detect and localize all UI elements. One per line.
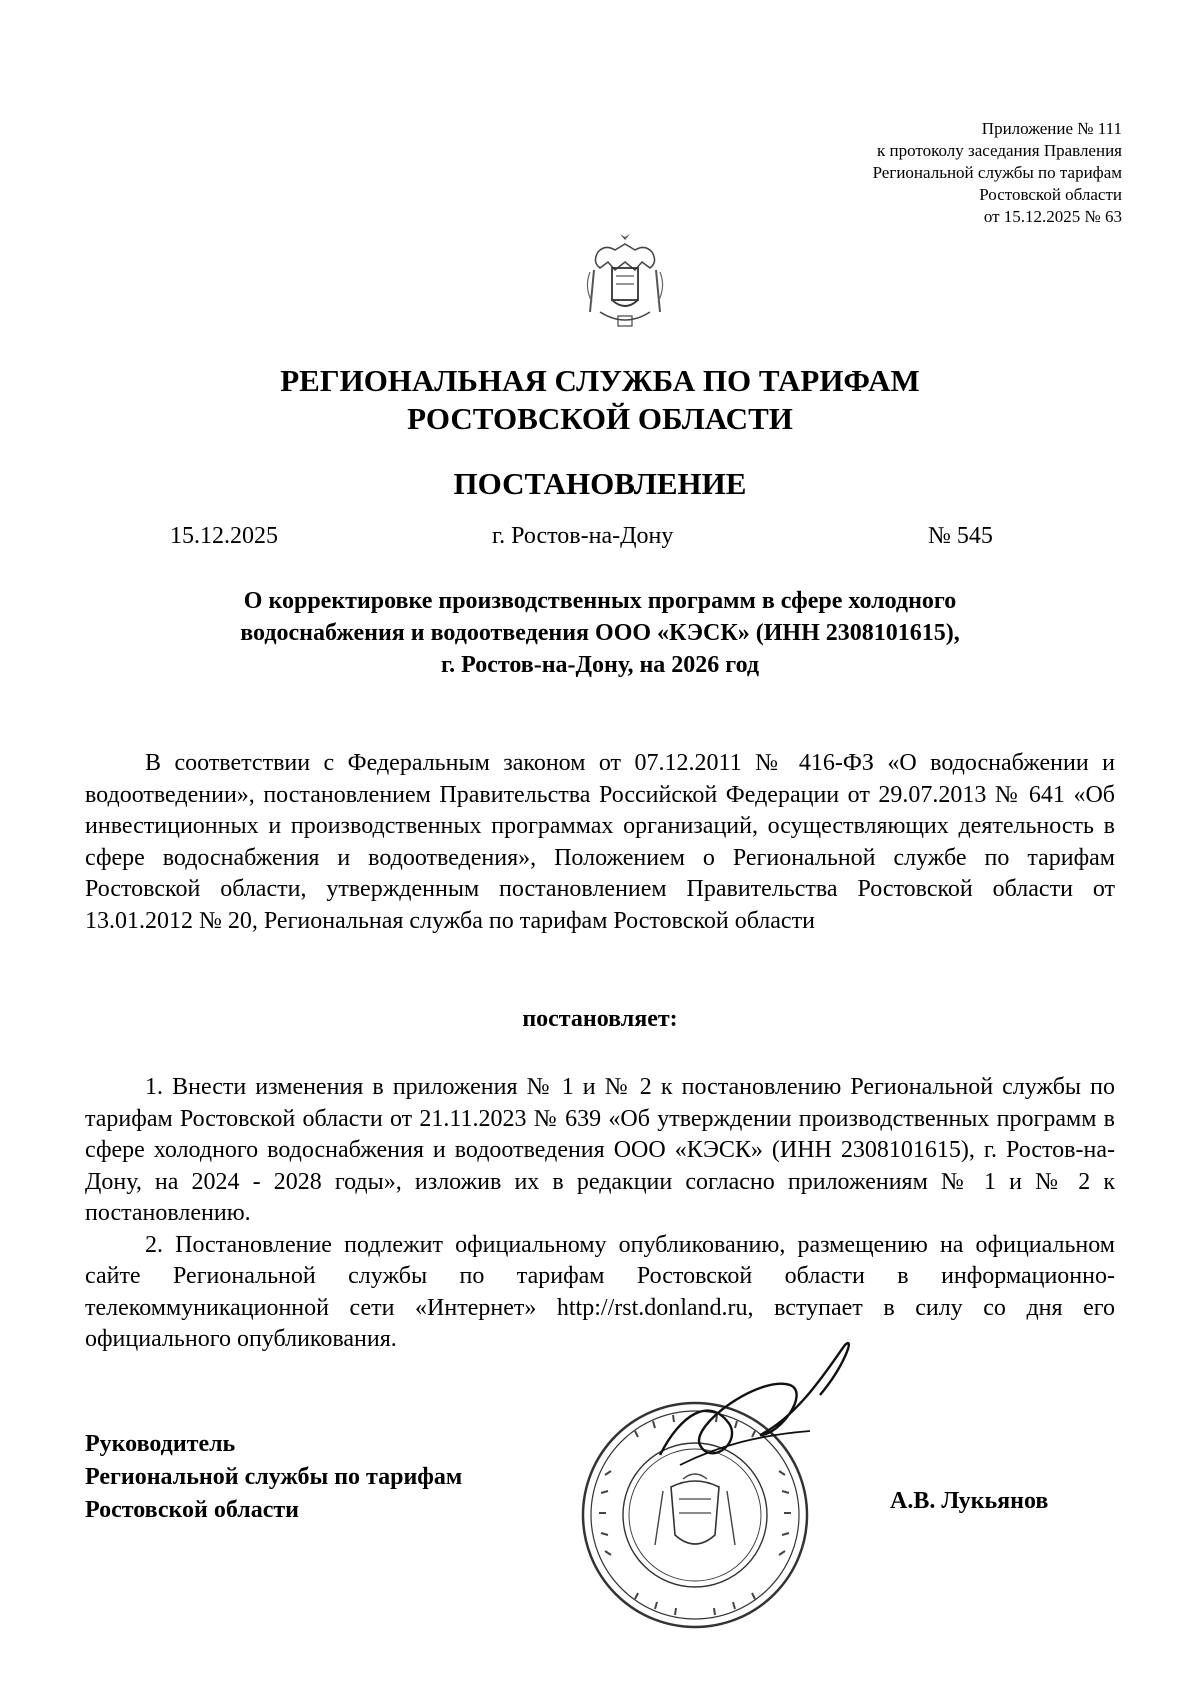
annex-line: к протоколу заседания Правления	[877, 141, 1122, 160]
subject-line: водоснабжения и водоотведения ООО «КЭСК» (ИНН 2308101615),	[240, 620, 960, 646]
resolves-heading: постановляет:	[522, 1006, 678, 1032]
signatory-name: А.В. Лукьянов	[890, 1488, 1049, 1514]
annex-line: Приложение № 111	[981, 119, 1122, 138]
resolution-item: 2. Постановление подлежит официальному опубликованию, размещению на официальном сайте Региональной службы по тарифам Ростовской области в информационно-телекоммуникационной сети «Интернет» http://rst.donland.ru, вступает в силу со дня его официального опубликования.	[85, 1231, 1115, 1352]
resolution-items	[85, 1072, 1115, 1356]
document-number: № 545	[928, 523, 993, 549]
annex-line: Региональной службы по тарифам	[872, 163, 1122, 182]
signatory-title	[85, 1428, 462, 1527]
handwritten-signature-icon	[640, 1335, 870, 1505]
preamble-paragraph: В соответствии с Федеральным законом от 07.12.2011 № 416-ФЗ «О водоснабжении и водоотведении», постановлением Правительства Российской Федерации от 29.07.2013 № 641 «Об инвестиционных и производственных программах организаций, осуществляющих деятельность в сфере водоснабжения и водоотведения», Положением о Региональной службе по тарифам Ростовской области, утвержденным постановлением Правительства Ростовской области от 13.01.2012 № 20, Региональная служба по тарифам Ростовской области	[85, 750, 1115, 934]
subject-line: г. Ростов-на-Дону, на 2026 год	[440, 652, 760, 678]
signatory-title-line: Руководитель	[85, 1431, 236, 1457]
annex-reference	[702, 118, 1122, 228]
org-line: РОСТОВСКОЙ ОБЛАСТИ	[407, 401, 793, 436]
signatory-title-line: Ростовской области	[85, 1497, 299, 1523]
document-type: ПОСТАНОВЛЕНИЕ	[453, 466, 747, 501]
annex-line: Ростовской области	[979, 185, 1122, 204]
document-date: 15.12.2025	[170, 523, 278, 549]
organization-name	[0, 362, 1200, 438]
document-subject	[140, 585, 1060, 681]
document-city: г. Ростов-на-Дону	[492, 523, 674, 549]
org-line: РЕГИОНАЛЬНАЯ СЛУЖБА ПО ТАРИФАМ	[280, 363, 920, 398]
resolution-item: 1. Внести изменения в приложения № 1 и № 2 к постановлению Региональной службы по тарифам Ростовской области от 21.11.2023 № 639 «Об утверждении производственных программ в сфере холодного водоснабжения и водоотведения ООО «КЭСК» (ИНН 2308101615), г. Ростов-на-Дону, на 2024 - 2028 годы», изложив их в редакции согласно приложениям № 1 и № 2 к постановлению.	[85, 1074, 1115, 1226]
subject-line: О корректировке производственных программ в сфере холодного	[243, 588, 957, 614]
signatory-title-line: Региональной службы по тарифам	[85, 1464, 463, 1490]
annex-line: от 15.12.2025 № 63	[983, 207, 1122, 226]
coat-of-arms-icon	[580, 232, 670, 332]
